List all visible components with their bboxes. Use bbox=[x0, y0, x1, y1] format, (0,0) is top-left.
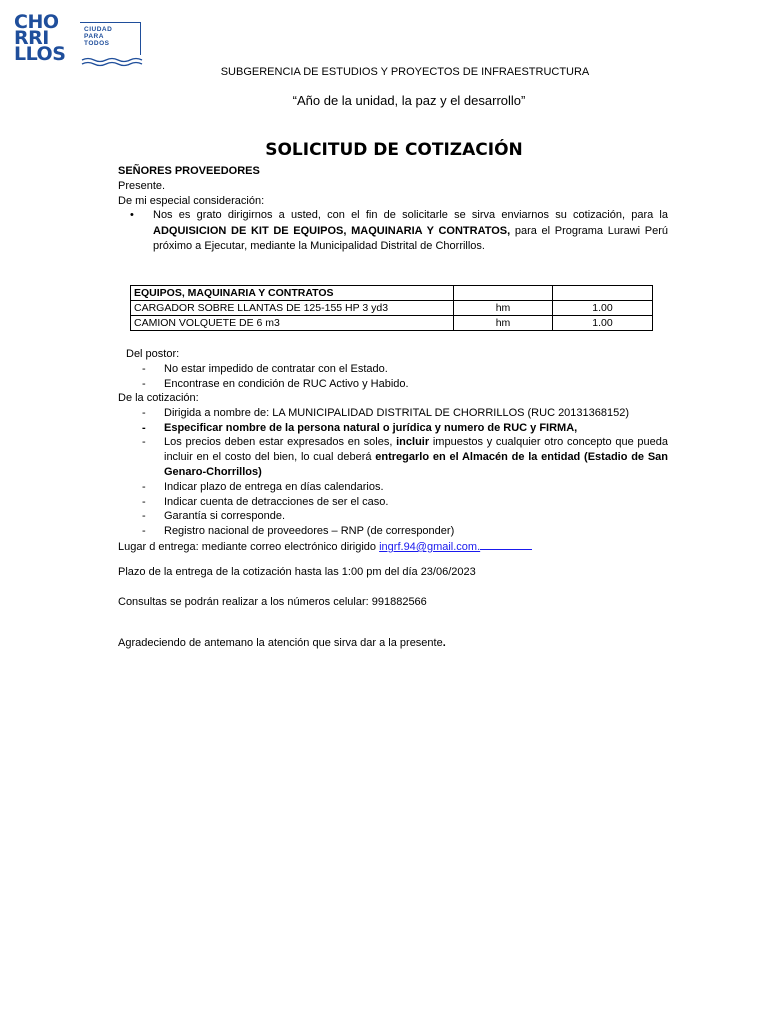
list-item-text: Los precios deben estar expresados en soles, bbox=[164, 436, 397, 449]
list-item-text-bold: entregarlo en el Almacén de la entidad (Estadio de San Genaro-Chorrillos) bbox=[164, 451, 668, 478]
list-item: - Dirigida a nombre de: LA MUNICIPALIDAD DISTRITAL DE CHORRILLOS (RUC 20131368152) bbox=[142, 406, 630, 419]
request-text-part2: para el Programa Lurawi Perú próximo a Ejecutar, mediante la Municipalidad Distrital de Chorrillos. bbox=[153, 224, 669, 252]
table-row bbox=[131, 301, 653, 316]
deadline-text: Plazo de la entrega de la cotización hasta las 1:00 pm del día 23/06/2023 bbox=[118, 566, 476, 578]
list-item-text: impuestos y cualquier otro concepto que pueda incluir en el costo del bien, lo cual deberá bbox=[164, 436, 668, 464]
cotizacion-section bbox=[118, 391, 678, 555]
table-row bbox=[131, 316, 653, 331]
request-paragraph bbox=[130, 208, 668, 255]
list-item: - Registro nacional de proveedores – RNP (de corresponder) bbox=[142, 525, 455, 538]
table-cell-quantity: 1.00 bbox=[553, 316, 653, 331]
postor-section bbox=[118, 347, 678, 391]
contact-text: Consultas se podrán realizar a los números celular: 991882566 bbox=[118, 596, 427, 608]
table-header-row bbox=[131, 286, 653, 301]
list-item-text: Encontrase en condición de RUC Activo y Habido. bbox=[164, 377, 409, 390]
list-item-text: Indicar plazo de entrega en días calendarios. bbox=[164, 480, 384, 493]
logo-tagline-1: CIUDAD bbox=[84, 26, 113, 33]
list-item-text-bold: incluir bbox=[396, 436, 430, 449]
logo-tagline-3: TODOS bbox=[84, 40, 110, 47]
department-heading: SUBGERENCIA DE ESTUDIOS Y PROYECTOS DE INFRAESTRUCTURA bbox=[220, 66, 590, 78]
table-cell-item: CAMION VOLQUETE DE 6 m3 bbox=[131, 316, 454, 331]
list-item-text: Indicar cuenta de detracciones de ser el caso. bbox=[164, 495, 389, 508]
list-item-text: Especificar nombre de la persona natural o jurídica y numero de RUC y FIRMA, bbox=[164, 421, 578, 434]
request-text bbox=[153, 208, 668, 255]
table-header-cell: EQUIPOS, MAQUINARIA Y CONTRATOS bbox=[131, 286, 454, 301]
addressee-label: SEÑORES PROVEEDORES bbox=[118, 165, 260, 177]
logo-tagline bbox=[84, 26, 112, 47]
cotizacion-heading: De la cotización: bbox=[118, 392, 199, 404]
document-title: SOLICITUD DE COTIZACIÓN bbox=[265, 140, 523, 160]
list-item: - No estar impedido de contratar con el Estado. bbox=[142, 362, 388, 375]
year-motto: “Año de la unidad, la paz y el desarrollo” bbox=[292, 93, 526, 108]
list-item: - Indicar plazo de entrega en días calendarios. bbox=[142, 480, 384, 493]
closing-sentence: Agradeciendo de antemano la atención que sirva dar a la presente bbox=[118, 637, 443, 649]
greeting: Presente. bbox=[118, 180, 166, 192]
closing-period: . bbox=[442, 637, 446, 649]
table-cell-unit: hm bbox=[454, 301, 553, 316]
table-header-cell bbox=[454, 286, 553, 301]
delivery-text: Lugar d entrega: mediante correo electrónico dirigido bbox=[118, 540, 380, 553]
logo-line-3: LLOS bbox=[14, 43, 66, 65]
consideration: De mi especial consideración: bbox=[118, 195, 265, 207]
table-cell-item: CARGADOR SOBRE LLANTAS DE 125-155 HP 3 yd3 bbox=[131, 301, 454, 316]
list-item-text: No estar impedido de contratar con el Estado. bbox=[164, 362, 388, 375]
list-item-text: Garantía si corresponde. bbox=[164, 510, 286, 523]
logo-line-1: CHO bbox=[14, 11, 59, 33]
bullet-icon: • bbox=[130, 209, 134, 221]
delivery-line bbox=[118, 539, 678, 555]
postor-heading: Del postor: bbox=[126, 348, 180, 360]
items-table bbox=[130, 285, 653, 331]
list-item: - Indicar cuenta de detracciones de ser el caso. bbox=[142, 495, 389, 508]
addressee bbox=[118, 164, 668, 179]
list-item-text: Registro nacional de proveedores – RNP (de corresponder) bbox=[164, 525, 455, 538]
list-item: - Especificar nombre de la persona natural o jurídica y numero de RUC y FIRMA, bbox=[142, 421, 578, 434]
list-item: - Los precios deben estar expresados en soles, incluir impuestos y cualquier otro concepto que pueda incluir en el costo del bien, lo cual deberá entregarlo en el Almacén de la entidad (Estadio de San Genaro-Chorrillos) bbox=[142, 436, 668, 478]
table-cell-quantity: 1.00 bbox=[553, 301, 653, 316]
email-underline bbox=[480, 539, 532, 550]
table-cell-unit: hm bbox=[454, 316, 553, 331]
logo-tagline-2: PARA bbox=[84, 33, 104, 40]
closing-text bbox=[118, 636, 668, 651]
table-header-cell bbox=[553, 286, 653, 301]
email-link[interactable]: ingrf.94@gmail.com. bbox=[379, 540, 481, 553]
request-text-part1: Nos es grato dirigirnos a usted, con el fin de solicitarle se sirva enviarnos su cotización, para la bbox=[153, 209, 668, 221]
list-item-text: Dirigida a nombre de: LA MUNICIPALIDAD DISTRITAL DE CHORRILLOS (RUC 20131368152) bbox=[164, 406, 630, 419]
list-item: - Garantía si corresponde. bbox=[142, 510, 286, 523]
list-item: - Encontrase en condición de RUC Activo y Habido. bbox=[142, 377, 409, 390]
chorrillos-logo bbox=[14, 11, 144, 66]
request-text-bold: ADQUISICION DE KIT DE EQUIPOS, MAQUINARIA Y CONTRATOS, bbox=[153, 224, 511, 237]
logo-line-2: RRI bbox=[14, 27, 49, 49]
